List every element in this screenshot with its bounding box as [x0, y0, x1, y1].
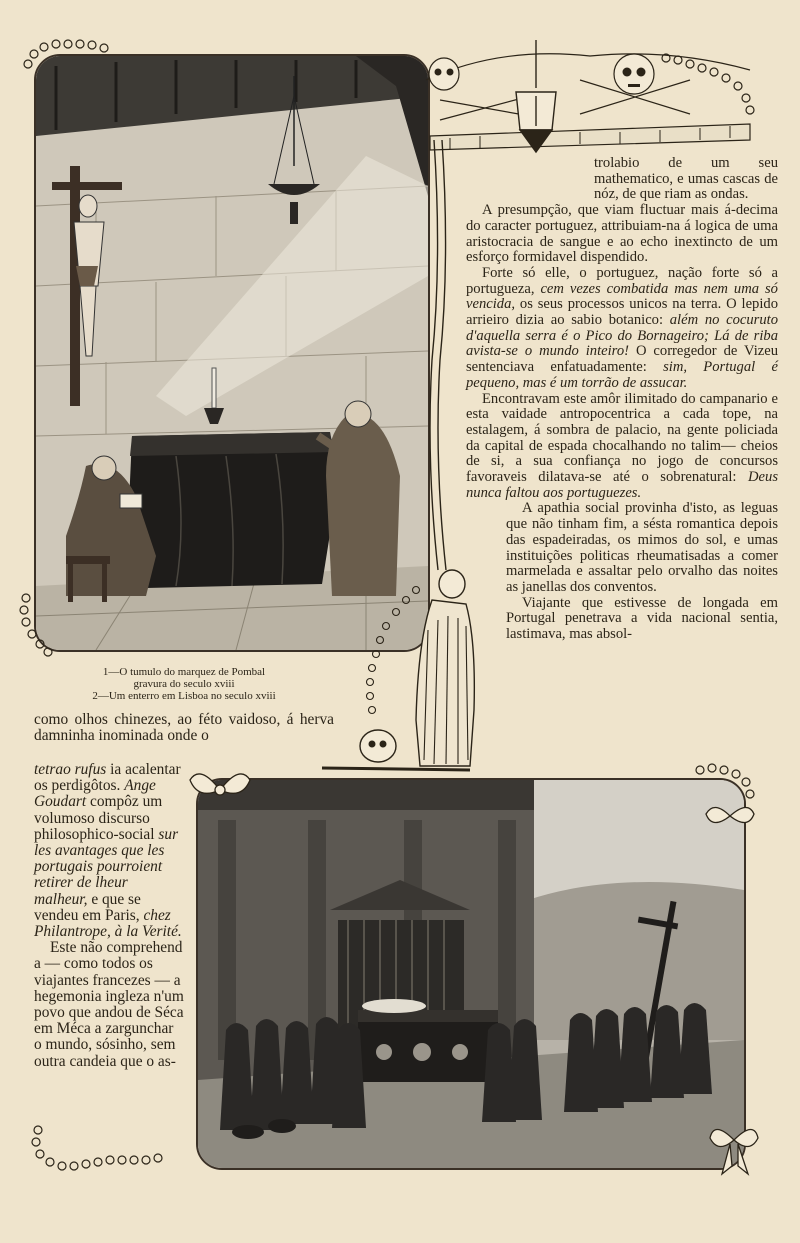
paragraph-olhos-chinezes: como olhos chinezes, ao féto vaidoso, á herva damninha inominada onde o — [34, 711, 334, 745]
paragraph-encontravam: Encontravam este amôr ilimitado do campanario e esta vaidade antropocentrica a cada tope, na estalagem, á sombra de palacio, na gente policiada da capital de espada chocalhando no talim— cheios de si, a sua confiança no jogo de concursos favoraveis dilatava-se até o sobrenatural: Deus nunca faltou aos portuguezes. — [466, 390, 778, 501]
caption-line-2: gravura do seculo xviii — [133, 678, 235, 690]
paragraph-continuation: trolabio de um seu mathematico, e umas cascas de nóz, de que riam as ondas. — [594, 155, 778, 203]
illustration-tomb-engraving — [34, 54, 430, 652]
caption-line-1: 1—O tumulo do marquez de Pombal — [102, 666, 266, 678]
paragraph-este-nao: Este não comprehend a — como todos os viajantes francezes — a hegemonia ingleza n'um povo que andou de Séca em Méca a zargunchar o mundo, sósinho, sem outra candeia que o as- — [34, 939, 184, 1070]
skull-lamp-ornament — [420, 40, 760, 170]
paragraph-viajante: Viajante que estivesse de longada em Portugal penetrava a vida nacional sentia, lastimava, mas absol- — [506, 594, 778, 643]
tomb-engraving-drawing — [36, 56, 428, 650]
paragraph-forte: Forte só elle, o portuguez, nação forte só a portugueza, cem vezes combatida mas nem uma só vencida, os seus processos unicos na terra. O lepido arrieiro dizia ao sabio botanico: além no cocuruto d'aquella serra é o Pico do Bornageiro; Lá de riba avista-se o mundo inteiro! O corregedor de Vizeu sentenciava enfatuadamente: sim, Portugal é pequeno, mas é um torrão de assucar. — [466, 264, 779, 391]
paragraph-apathia: A apathia social provinha d'isto, as leguas que não tinham fim, a sésta romantica depois das espadeiradas, os mimos do sol, e umas instituições politicas rheumatisadas a comer marmelada e assaltar pelo orvalho das noites as janellas dos conventos. — [506, 500, 778, 595]
image-caption — [34, 666, 334, 702]
illustration-funeral-engraving — [196, 778, 746, 1170]
caption-line-3: 2—Um enterro em Lisboa no seculo xviii — [92, 690, 276, 702]
funeral-engraving-drawing — [198, 780, 744, 1168]
paragraph-presumpcao: A presumpção, que viam fluctuar mais á-decima do caracter portuguez, attribuiam-na á logica de uma aristocracia de sangue e ao echo inextincto de um esforço formidavel dispendido. — [466, 202, 778, 266]
left-text-column-narrow — [34, 762, 184, 1070]
paragraph-goudart: tetrao rufus ia acalentar os perdigôtos. Ange Goudart compôz um volumoso discurso philosophico-social sur les avantages que les portugais pourroient retirer de lheur malheur, e que se vendeu em Paris, chez Philantrope, à la Verité. — [34, 761, 182, 941]
right-text-column — [466, 156, 778, 643]
left-text-column-wide — [34, 712, 334, 745]
rosary-ornament-bottom-left — [28, 1118, 178, 1178]
